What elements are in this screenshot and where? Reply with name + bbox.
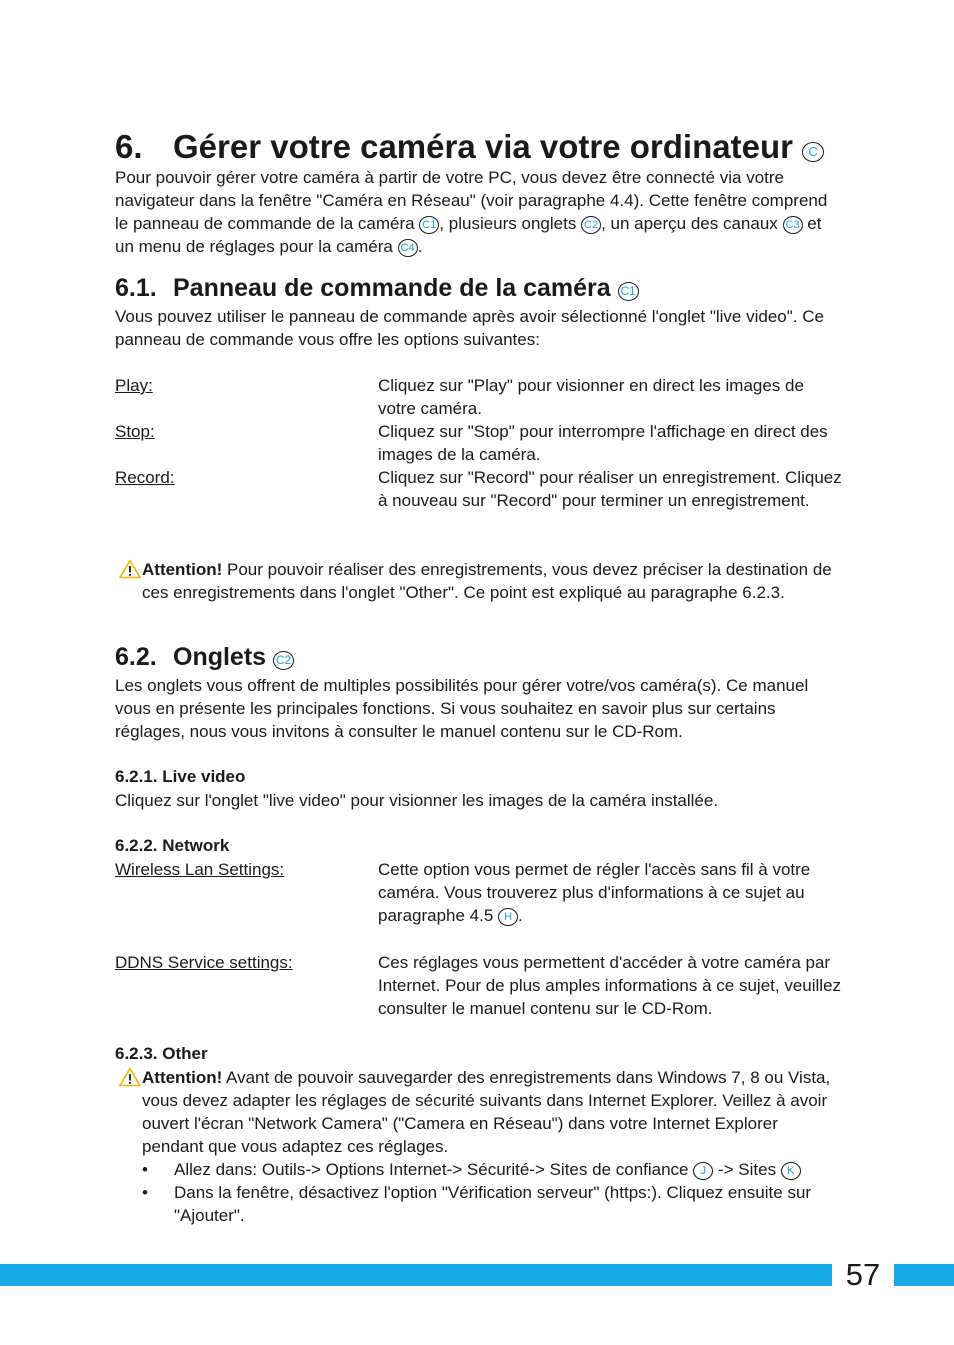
- ddns-label: DDNS Service settings:: [115, 953, 293, 972]
- bullet-icon: •: [142, 1183, 148, 1202]
- warning-triangle-icon: [119, 1067, 141, 1087]
- section-title: Gérer votre caméra via votre ordinateur: [173, 128, 793, 165]
- section-6-1-heading: [115, 274, 639, 303]
- attention-text: Pour pouvoir réaliser des enregistrements, vous devez préciser la destination de ces enregistrements dans l'onglet "Other". Ce point est expliqué au paragraphe 6.2.3.: [142, 560, 832, 602]
- intro-text: , plusieurs onglets: [439, 214, 582, 233]
- page-number: 57: [832, 1258, 894, 1292]
- attention-note-security: [142, 1066, 832, 1158]
- wireless-lan-desc: [378, 858, 843, 927]
- callout-badge: C2: [581, 216, 601, 234]
- callout-badge: C1: [618, 282, 639, 301]
- list-item-text: -> Sites: [713, 1160, 781, 1179]
- section-6-2-3-heading: 6.2.3. Other: [115, 1044, 208, 1063]
- callout-badge: C4: [398, 239, 418, 257]
- section-number: 6.: [115, 128, 143, 165]
- attention-label: Attention!: [142, 1068, 223, 1087]
- intro-text: Pour pouvoir gérer votre caméra à partir de votre PC, vous devez être connecté via votre navigateur dans la fenêtre "Caméra en Réseau" (voir paragraphe 4.4). Cette fenêtre comprend le panneau de commande de la caméra: [115, 168, 828, 233]
- section-number: 6.2.: [115, 643, 157, 671]
- option-label-stop: Stop:: [115, 422, 155, 441]
- section-6-2-1-paragraph: Cliquez sur l'onglet "live video" pour visionner les images de la caméra installée.: [115, 791, 719, 810]
- intro-text: , un aperçu des canaux: [601, 214, 783, 233]
- section-6-2-1-heading: 6.2.1. Live video: [115, 767, 246, 786]
- intro-paragraph: [115, 166, 840, 258]
- option-desc-record: Cliquez sur "Record" pour réaliser un enregistrement. Cliquez à nouveau sur "Record" pour terminer un enregistrement.: [378, 468, 842, 510]
- list-item-text: Allez dans: Outils-> Options Internet-> Sécurité-> Sites de confiance: [174, 1160, 694, 1179]
- option-label-record: Record:: [115, 468, 175, 487]
- option-desc-stop: Cliquez sur "Stop" pour interrompre l'affichage en direct des images de la caméra.: [378, 422, 828, 464]
- list-item-text: Dans la fenêtre, désactivez l'option "Vérification serveur" (https:). Cliquez ensuite sur "Ajouter".: [174, 1183, 812, 1225]
- section-6-2-2-heading: 6.2.2. Network: [115, 836, 230, 855]
- footer-bar: [0, 1264, 954, 1286]
- attention-note-recording: [142, 558, 832, 604]
- option-label-play: Play:: [115, 376, 153, 395]
- callout-badge: J: [693, 1162, 713, 1180]
- intro-text: et un menu de réglages pour la caméra: [115, 214, 822, 256]
- section-6-2-heading: [115, 643, 294, 672]
- warning-triangle-icon: [119, 559, 141, 579]
- bullet-icon: •: [142, 1160, 148, 1179]
- list-item: [142, 1158, 842, 1181]
- callout-badge: C2: [273, 651, 294, 670]
- attention-text: Avant de pouvoir sauvegarder des enregistrements dans Windows 7, 8 ou Vista, vous devez adapter les réglages de sécurité suivants dans Internet Explorer. Veillez à avoir ouvert l'écran "Network Camera" ("Camera en Réseau") dans votre Internet Explorer pendant que vous adaptez ces réglages.: [142, 1068, 831, 1156]
- section-6-heading: [115, 128, 824, 166]
- section-number: 6.1.: [115, 274, 157, 302]
- attention-label: Attention!: [142, 560, 223, 579]
- callout-badge: C1: [419, 216, 439, 234]
- ddns-desc: Ces réglages vous permettent d'accéder à votre caméra par Internet. Pour de plus amples informations à ce sujet, veuillez consulter le manuel contenu sur le CD-Rom.: [378, 953, 842, 1018]
- section-6-2-paragraph: Les onglets vous offrent de multiples possibilités pour gérer votre/vos caméra(s). Ce manuel vous en présente les principales fonctions. Si vous souhaitez en savoir plus sur certains réglages, nous vous invitons à consulter le manuel contenu sur le CD-Rom.: [115, 676, 809, 741]
- intro-text: .: [417, 237, 423, 256]
- callout-badge: C3: [783, 216, 803, 234]
- list-item: [142, 1181, 842, 1227]
- wireless-lan-text: Cette option vous permet de régler l'accès sans fil à votre caméra. Vous trouverez plus d'informations à ce sujet au paragraphe 4.5: [378, 860, 811, 925]
- wireless-lan-text: .: [518, 906, 523, 925]
- wireless-lan-label: Wireless Lan Settings:: [115, 860, 285, 879]
- callout-badge: H: [498, 908, 518, 926]
- callout-badge: K: [781, 1162, 801, 1180]
- section-6-1-paragraph: Vous pouvez utiliser le panneau de commande après avoir sélectionné l'onglet "live video". Ce panneau de commande vous offre les options suivantes:: [115, 307, 824, 349]
- callout-badge: C: [802, 142, 824, 162]
- option-desc-play: Cliquez sur "Play" pour visionner en direct les images de votre caméra.: [378, 376, 804, 418]
- instruction-list: [142, 1158, 842, 1227]
- section-title: Panneau de commande de la caméra: [173, 274, 611, 302]
- section-title: Onglets: [173, 643, 267, 671]
